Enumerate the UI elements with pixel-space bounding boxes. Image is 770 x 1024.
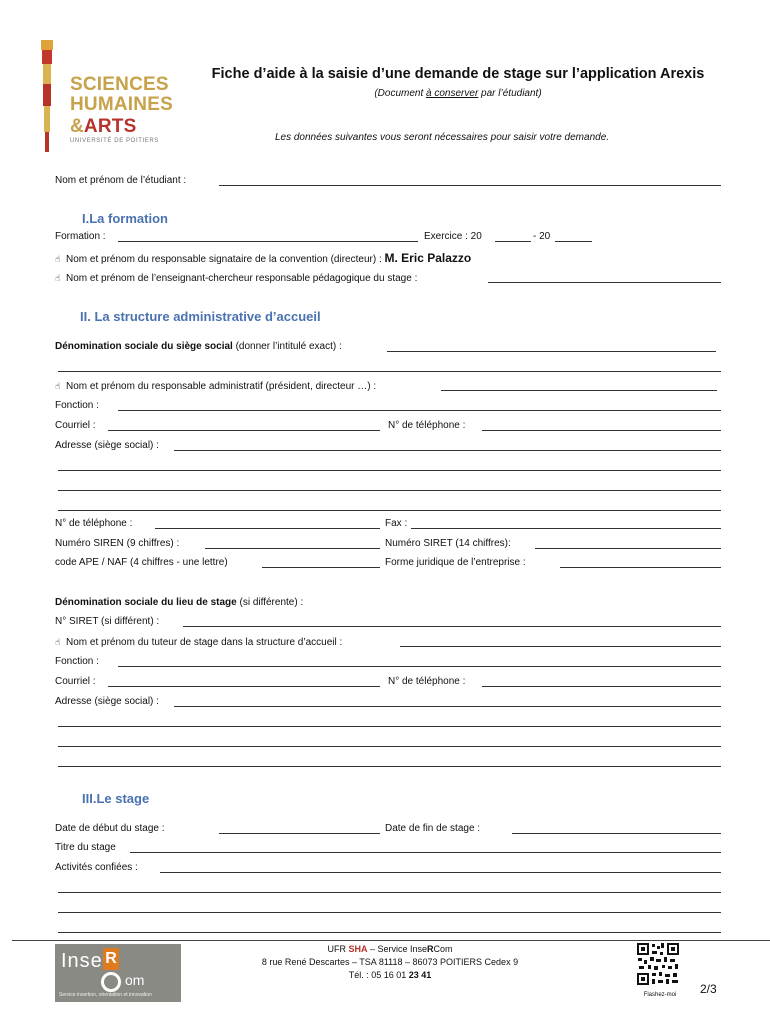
courriel2-label: Courriel : (55, 676, 96, 687)
admin-row (55, 380, 376, 393)
signataire-value: M. Eric Palazzo (384, 251, 472, 265)
siren-line[interactable] (205, 548, 380, 549)
lieu-label-rest: (si différente) : (236, 597, 304, 608)
logo-line-sciences: SCIENCES (70, 74, 169, 95)
logo-line-humaines: HUMAINES (70, 94, 173, 115)
fonction-label: Fonction : (55, 400, 99, 411)
debut-line[interactable] (219, 833, 380, 834)
forme-label: Forme juridique de l’entreprise : (385, 557, 526, 568)
courriel-line[interactable] (108, 430, 380, 431)
adresse2-line[interactable] (174, 706, 721, 707)
footer-line-ufr: UFR SHA – Service InseRCom (327, 944, 453, 954)
tel-line[interactable] (482, 430, 721, 431)
siren-label: Numéro SIREN (9 chiffres) : (55, 538, 180, 549)
tower-logo-icon (38, 40, 56, 152)
page-subtitle: (Document à conserver par l’étudiant) (374, 88, 542, 99)
fonction-line[interactable] (118, 410, 721, 411)
tel2-label: N° de téléphone : (55, 518, 133, 529)
insercom-logo-text: Inse (61, 950, 103, 972)
courriel2-line[interactable] (108, 686, 380, 687)
enseignant-row (55, 272, 417, 285)
qr-label: Flashez-moi (643, 992, 677, 998)
activites-label: Activités confiées : (55, 862, 138, 873)
page-number: 2/3 (700, 982, 717, 996)
intro-text: Les données suivantes vous seront nécessaires pour saisir votre demande. (274, 132, 610, 143)
tuteur-label: Nom et prénom du tuteur de stage dans la structure d’accueil : (66, 637, 343, 648)
siret-line[interactable] (535, 548, 721, 549)
fax-line[interactable] (411, 528, 721, 529)
logo-line-arts: &ARTS (70, 116, 137, 137)
hand-pointer-icon: ☝ (55, 254, 61, 264)
fonction2-label: Fonction : (55, 656, 99, 667)
sciences-humaines-arts-logo (36, 36, 176, 156)
hand-pointer-icon: ☝ (55, 381, 61, 391)
adresse-line-4[interactable] (58, 510, 721, 511)
adresse2-line-3[interactable] (58, 746, 721, 747)
student-name-field (55, 175, 186, 187)
section-stage-heading: III.Le stage (82, 791, 150, 806)
section-structure-heading: II. La structure administrative d’accueil (80, 309, 321, 324)
exercice-start-line[interactable] (495, 241, 531, 242)
student-name-label: Nom et prénom de l’étudiant : (55, 175, 187, 186)
adresse-line[interactable] (174, 450, 721, 451)
tuteur-line[interactable] (400, 646, 721, 647)
adresse-label: Adresse (siège social) : (55, 440, 159, 451)
fax-label: Fax : (385, 518, 408, 529)
siege-label-bold: Dénomination sociale du siège social (55, 341, 233, 352)
tel-label: N° de téléphone : (388, 420, 466, 431)
insercom-logo-om: om (125, 972, 145, 988)
exercice-sep: - 20 (533, 231, 551, 242)
exercice-end-line[interactable] (555, 241, 592, 242)
titre-label: Titre du stage (55, 842, 116, 853)
ape-label: code APE / NAF (4 chiffres - une lettre) (55, 557, 228, 568)
adresse2-line-4[interactable] (58, 766, 721, 767)
siret-label: Numéro SIRET (14 chiffres): (385, 538, 511, 549)
logo-university: UNIVERSITÉ DE POITIERS (70, 138, 159, 144)
siret-lieu-label: N° SIRET (si différent) : (55, 616, 160, 627)
siege-line-2[interactable] (58, 371, 721, 372)
footer-address: 8 rue René Descartes – TSA 81118 – 86073 POITIERS Cedex 9 (261, 957, 519, 967)
enseignant-line[interactable] (488, 282, 721, 283)
forme-line[interactable] (560, 567, 721, 568)
insercom-logo-sub: Service insertion, orientation et innovation (59, 992, 152, 998)
footer-phone: Tél. : 05 16 01 23 41 (348, 970, 432, 980)
formation-label: Formation : (55, 231, 106, 242)
siege-label-rest: (donner l’intitulé exact) : (232, 341, 342, 352)
activites-line-2[interactable] (58, 892, 721, 893)
qr-code-icon[interactable] (636, 942, 680, 986)
adresse2-label: Adresse (siège social) : (55, 696, 159, 707)
hand-pointer-icon: ☝ (55, 273, 61, 283)
admin-label: Nom et prénom du responsable administratif (président, directeur …) : (66, 381, 377, 392)
activites-line-3[interactable] (58, 912, 721, 913)
fin-line[interactable] (512, 833, 721, 834)
lieu-label-bold: Dénomination sociale du lieu de stage (55, 597, 237, 608)
insercom-logo (55, 944, 181, 1002)
page-title: Fiche d’aide à la saisie d’une demande de stage sur l’application Arexis (211, 66, 705, 82)
fonction2-line[interactable] (118, 666, 721, 667)
hand-pointer-icon: ☝ (55, 637, 61, 647)
adresse-line-3[interactable] (58, 490, 721, 491)
tel3-label: N° de téléphone : (388, 676, 466, 687)
adresse-line-2[interactable] (58, 470, 721, 471)
formation-line[interactable] (118, 241, 418, 242)
ape-line[interactable] (262, 567, 380, 568)
admin-line[interactable] (441, 390, 717, 391)
courriel-label: Courriel : (55, 420, 96, 431)
siret-lieu-line[interactable] (183, 626, 721, 627)
section-formation-heading: I.La formation (82, 211, 168, 226)
footer-divider (12, 940, 770, 941)
tel3-line[interactable] (482, 686, 721, 687)
enseignant-label: Nom et prénom de l’enseignant-chercheur responsable pédagogique du stage : (66, 273, 418, 284)
signataire-label: Nom et prénom du responsable signataire de la convention (directeur) : (66, 254, 382, 265)
tuteur-row (55, 636, 342, 649)
adresse2-line-2[interactable] (58, 726, 721, 727)
debut-label: Date de début du stage : (55, 823, 165, 834)
insercom-logo-r: R (103, 948, 119, 970)
titre-line[interactable] (130, 852, 721, 853)
siege-row (55, 341, 342, 353)
activites-line-4[interactable] (58, 932, 721, 933)
student-name-line[interactable] (219, 185, 721, 186)
lieu-row (55, 597, 303, 609)
fin-label: Date de fin de stage : (385, 823, 481, 834)
siege-line[interactable] (387, 351, 716, 352)
signataire-row (55, 252, 471, 266)
tel2-line[interactable] (155, 528, 380, 529)
exercice-label: Exercice : 20 (424, 231, 482, 242)
insercom-c-icon (101, 972, 121, 992)
activites-line[interactable] (160, 872, 721, 873)
